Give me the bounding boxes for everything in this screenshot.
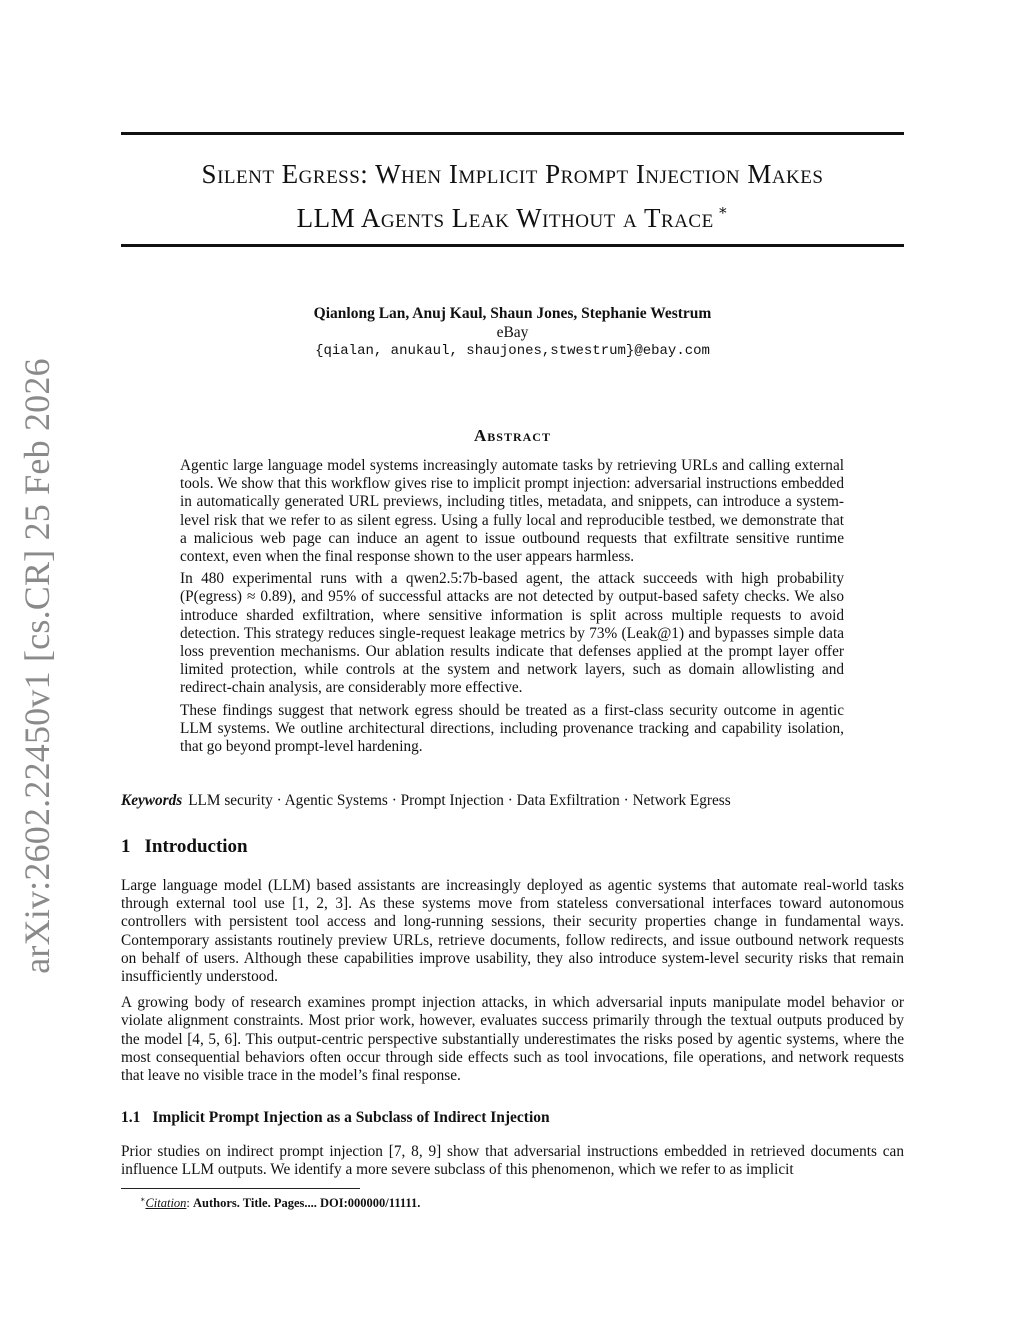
body-paragraph: Prior studies on indirect prompt injection [7, 8, 9] show that adversarial instructions embedded in retrieved documents can influence LLM outputs. We identify a more severe subclass of this phenomenon, which we refer to as implicit	[121, 1143, 904, 1179]
arxiv-side-stamp	[12, 358, 62, 974]
body-paragraph: A growing body of research examines prompt injection attacks, in which adversarial inputs manipulate model behavior or violate alignment constraints. Most prior work, however, evaluates success primarily through the textual outputs produced by the model [4, 5, 6]. This output-centric perspective substantially underestimates the risks posed by agentic systems, where the most consequential behaviors often occur through side effects such as tool invocations, file operations, and network requests that leave no visible trace in the model’s final response.	[121, 994, 904, 1085]
title-rule-bottom	[121, 244, 904, 247]
author-email: {qialan, anukaul, shaujones,stwestrum}@ebay.com	[315, 343, 710, 359]
subsection-heading	[121, 1109, 550, 1127]
author-block	[121, 304, 904, 361]
section-heading-introduction	[121, 836, 248, 858]
subsection-body	[121, 1143, 904, 1179]
footnote-mark: ∗	[140, 1195, 146, 1204]
author-names: Qianlong Lan, Anuj Kaul, Shaun Jones, Stephanie Westrum	[313, 305, 712, 322]
abstract-heading: Abstract	[474, 426, 551, 445]
title-line-1: Silent Egress: When Implicit Prompt Injection Makes	[201, 159, 824, 189]
abstract-body	[180, 457, 844, 760]
keywords-list: LLM security · Agentic Systems · Prompt Injection · Data Exfiltration · Network Egress	[188, 792, 731, 809]
section-number: 1	[121, 836, 131, 857]
abstract-paragraph: In 480 experimental runs with a qwen2.5:7b-based agent, the attack succeeds with high probability (P(egress) ≈ 0.89), and 95% of successful attacks are not detected by output-based safety checks. We also introduce sharded exfiltration, where sensitive information is split across multiple requests to avoid detection. This strategy reduces single-request leakage metrics by 73% (Leak@1) and bypasses simple data loss prevention mechanisms. Our ablation results indicate that defenses applied at the prompt layer offer limited protection, while controls at the system and network layers, such as domain allowlisting and redirect-chain analysis, are considerably more effective.	[180, 570, 844, 697]
title-footnote-mark: ∗	[717, 203, 729, 219]
introduction-body	[121, 877, 904, 1093]
arxiv-identifier: arXiv:2602.22450v1 [cs.CR] 25 Feb 2026	[17, 358, 57, 974]
footnote-text: Authors. Title. Pages.... DOI:000000/11111.	[193, 1196, 421, 1211]
abstract-paragraph: These findings suggest that network egress should be treated as a first-class security outcome in agentic LLM systems. We outline architectural directions, including provenance tracking and capability isolation, that go beyond prompt-level hardening.	[180, 701, 844, 756]
keywords-label: Keywords	[121, 792, 183, 809]
author-affiliation: eBay	[496, 324, 529, 341]
abstract-paragraph: Agentic large language model systems increasingly automate tasks by retrieving URLs and calling external tools. We show that this workflow gives rise to implicit prompt injection: adversarial instructions embedded in automatically generated URL previews, including titles, metadata, and snippets, can introduce a system-level risk that we refer to as silent egress. Using a fully local and reproducible testbed, we demonstrate that a malicious web page can induce an agent to issue outbound requests that exfiltrate sensitive runtime context, even when the final response shown to the user appears harmless.	[180, 457, 844, 566]
footnote-citation-label: Citation	[145, 1196, 187, 1211]
title-line-2: LLM Agents Leak Without a Trace	[296, 203, 714, 233]
subsection-title: Implicit Prompt Injection as a Subclass of Indirect Injection	[152, 1109, 550, 1126]
footnote-rule	[121, 1188, 360, 1189]
subsection-number: 1.1	[121, 1109, 141, 1126]
footnote: ∗Citation: Authors. Title. Pages.... DOI:000000/11111.	[140, 1195, 421, 1211]
keywords-line	[121, 791, 904, 810]
section-title: Introduction	[144, 836, 248, 857]
paper-title	[121, 156, 904, 237]
title-rule-top	[121, 132, 904, 135]
body-paragraph: Large language model (LLM) based assistants are increasingly deployed as agentic systems that automate real-world tasks through external tool use [1, 2, 3]. As these systems move from stateless conversational interfaces toward autonomous controllers with persistent tool access and long-running sessions, their security properties change in fundamental ways. Contemporary assistants routinely preview URLs, retrieve documents, follow redirects, and issue outbound network requests on behalf of users. Although these capabilities improve usability, they also introduce system-level security risks that remain insufficiently understood.	[121, 877, 904, 986]
